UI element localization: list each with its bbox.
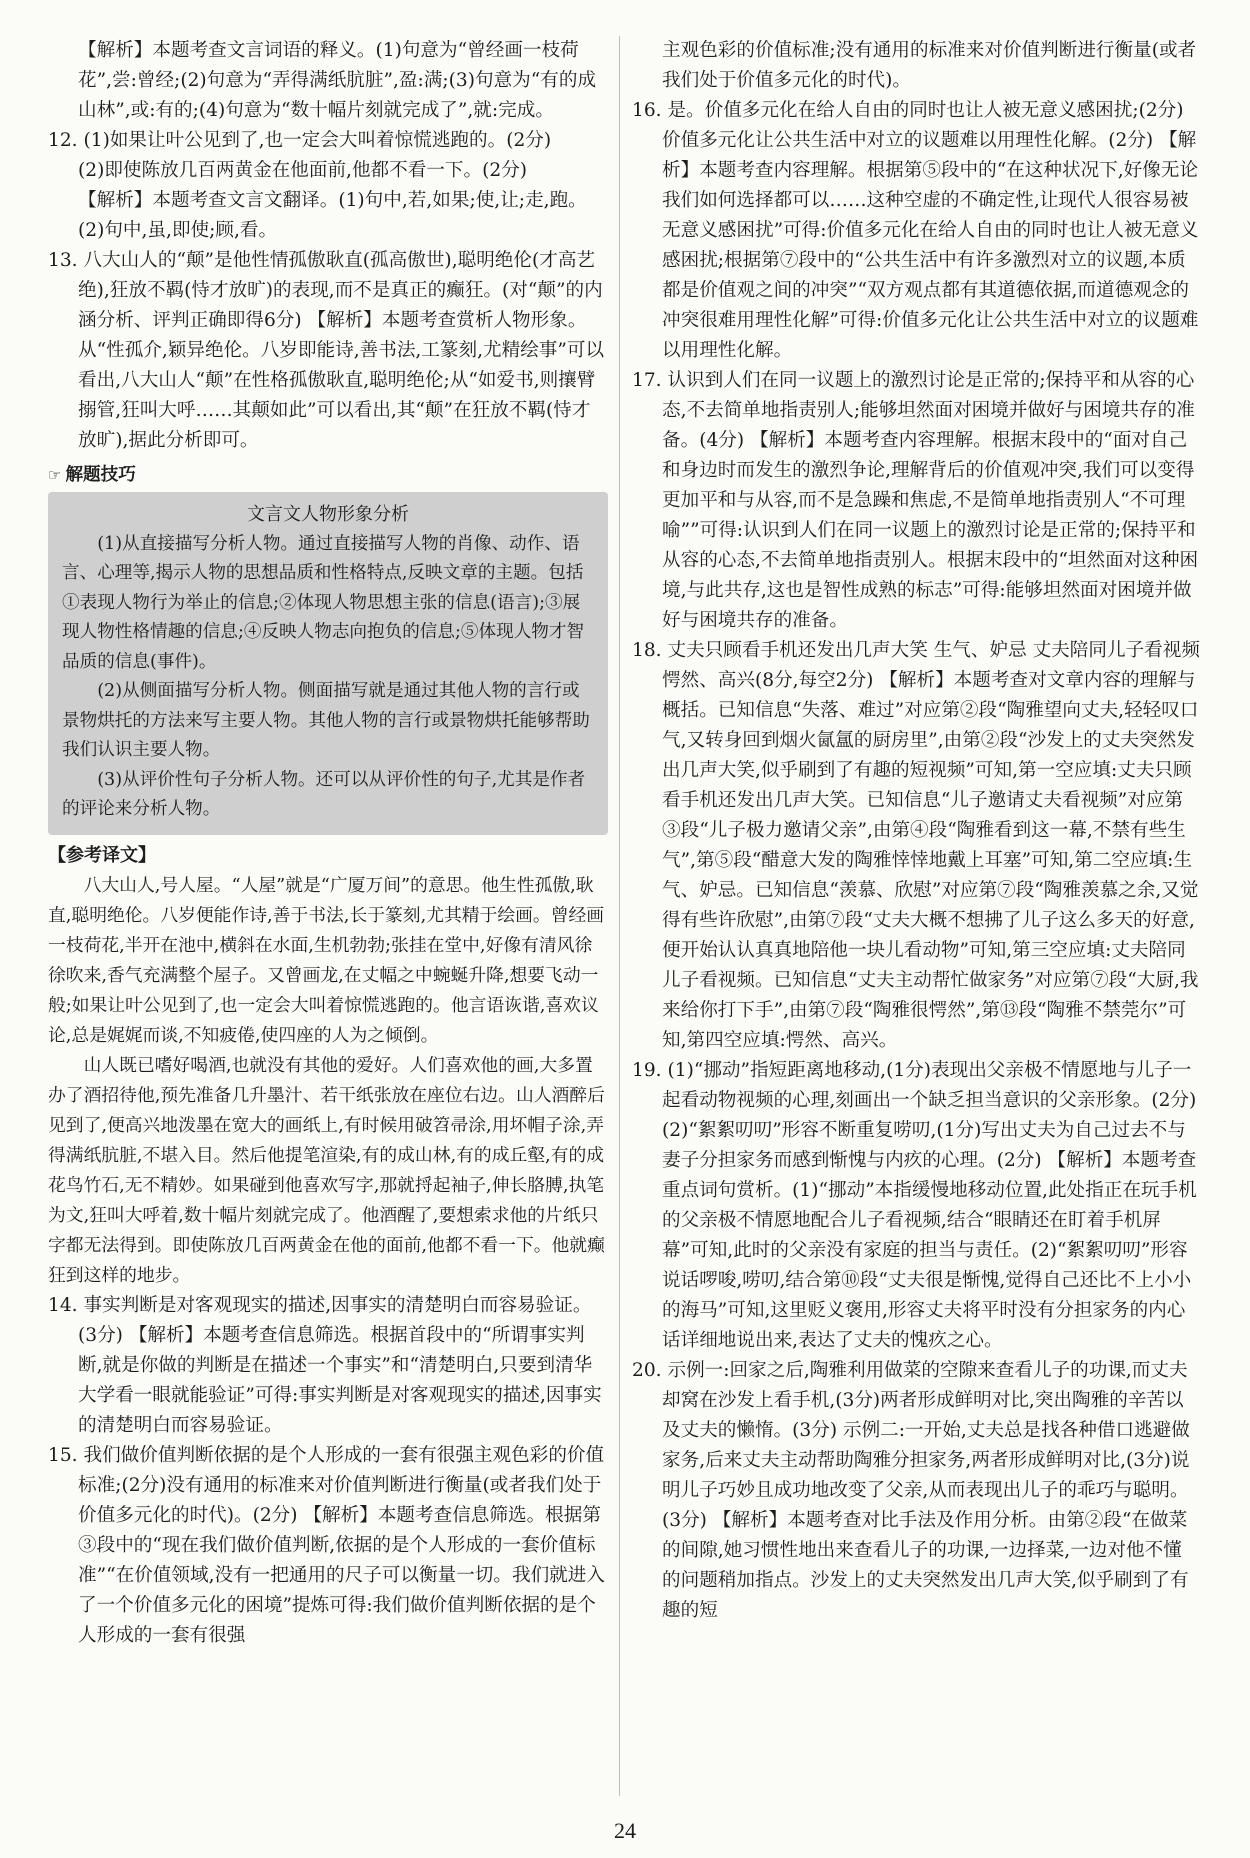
answer-11-analysis: 【解析】本题考查文言词语的释义。(1)句意为“曾经画一枝荷花”,尝:曾经;(2)句意为“弄得满纸肮脏”,盈:满;(3)句意为“有的成山林”,或:有的;(4)句意为“数十幅片刻就完成了”,就:完成。 bbox=[78, 40, 597, 121]
tip-paragraph: (2)从侧面描写分析人物。侧面描写就是通过其他人物的言行或景物烘托的方法来写主要人物。其他人物的言行或景物烘托能够帮助我们认识主要人物。 bbox=[62, 681, 590, 760]
answer-12-part2: (2)即使陈放几百两黄金在他面前,他都不看一下。(2分) bbox=[78, 160, 528, 181]
answer-12-part1: 12. (1)如果让叶公见到了,也一定会大叫着惊慌逃跑的。(2分) bbox=[48, 130, 552, 151]
answer-13: 13. 八大山人的“颠”是他性情孤傲耿直(孤高傲世),聪明绝伦(才高艺绝),狂放不羁(恃才放旷)的表现,而不是真正的癫狂。(对“颠”的内涵分析、评判正确即得6分) 【解析】本题考查赏析人物形象。从“性孤介,颖异绝伦。八岁即能诗,善书法,工篆刻,尤精绘事”可以看出,八大山人“颠”在性格孤傲耿直,聪明绝伦;从“如爱书,则攘臂搦管,狂叫大呼……其颠如此”可以看出,其“颠”在狂放不羁(恃才放旷),据此分析即可。 bbox=[48, 250, 605, 451]
translation-paragraph: 八大山人,号人屋。“人屋”就是“广厦万间”的意思。他生性孤傲,耿直,聪明绝伦。八岁便能作诗,善于书法,长于篆刻,尤其精于绘画。曾经画一枝荷花,半开在池中,横斜在水面,生机勃勃;张挂在堂中,好像有清风徐徐吹来,香气充满整个屋子。又曾画龙,在丈幅之中蜿蜒升降,想要飞动一般;如果让叶公见到了,也一定会大叫着惊慌逃跑的。他言语诙谐,喜欢议论,总是娓娓而谈,不知疲倦,使四座的人为之倾倒。 bbox=[48, 874, 605, 1046]
answer-15: 15. 我们做价值判断依据的是个人形成的一套有很强主观色彩的价值标准;(2分)没有通用的标准来对价值判断进行衡量(或者我们处于价值多元化的时代)。(2分) 【解析】本题考查信息筛选。根据第③段中的“现在我们做价值判断,依据的是个人形成的一套价值标准”“在价值领域,没有一把通用的尺子可以衡量一切。我们就进入了一个价值多元化的困境”提炼可得:我们做价值判断依据的是个人形成的一套有很强 bbox=[48, 1444, 605, 1646]
tip-paragraph: (1)从直接描写分析人物。通过直接描写人物的肖像、动作、语言、心理等,揭示人物的思想品质和性格特点,反映文章的主题。包括①表现人物行为举止的信息;②体现人物思想主张的信息(语言);③展现人物性格情趣的信息;④反映人物志向抱负的信息;⑤体现人物才智品质的信息(事件)。 bbox=[62, 533, 585, 672]
answer-20: 20. 示例一:回家之后,陶雅利用做菜的空隙来查看儿子的功课,而丈夫却窝在沙发上看手机,(3分)两者形成鲜明对比,突出陶雅的辛苦以及丈夫的懒惰。(3分) 示例二:一开始,丈夫总是找各种借口逃避做家务,后来丈夫主动帮助陶雅分担家务,两者形成鲜明对比,(3分)说明儿子巧妙且成功地改变了父亲,从而表现出儿子的乖巧与聪明。(3分) 【解析】本题考查对比手法及作用分析。由第②段“在做菜的间隙,她习惯性地出来查看儿子的功课,一边择菜,一边对他不懂的问题稍加指点。沙发上的丈夫突然发出几声大笑,似乎刷到了有趣的短 bbox=[632, 1360, 1190, 1621]
tip-paragraph: (3)从评价性句子分析人物。还可以从评价性的句子,尤其是作者的评论来分析人物。 bbox=[62, 769, 586, 819]
reference-translation-title: 【参考译文】 bbox=[48, 844, 156, 866]
column-divider bbox=[619, 36, 620, 1796]
tip-title: 文言文人物形象分析 bbox=[247, 504, 409, 525]
answer-14: 14. 事实判断是对客观现实的描述,因事实的清楚明白而容易验证。(3分) 【解析】本题考查信息筛选。根据首段中的“所谓事实判断,就是你做的判断是在描述一个事实”和“清楚明白,只要到清华大学看一眼就能验证”可得:事实判断是对客观现实的描述,因事实的清楚明白而容易验证。 bbox=[48, 1294, 602, 1436]
translation-paragraph: 山人既已嗜好喝酒,也就没有其他的爱好。人们喜欢他的画,大多置办了酒招待他,预先准备几升墨汁、若干纸张放在座位右边。山人酒醉后见到了,便高兴地泼墨在宽大的画纸上,有时候用破笤帚涂,用坏帽子涂,弄得满纸肮脏,不堪入目。然后他提笔渲染,有的成山林,有的成丘壑,有的成花鸟竹石,无不精妙。如果碰到他喜欢写字,那就捋起袖子,伸长胳膊,执笔为文,狂叫大呼着,数十幅片刻就完成了。他酒醒了,要想索求他的片纸只字都无法得到。即使陈放几百两黄金在他的面前,他都不看一下。他就癫狂到这样的地步。 bbox=[48, 1054, 605, 1286]
pointing-hand-icon: ☞ bbox=[48, 466, 62, 484]
right-column bbox=[632, 36, 1200, 1626]
answer-17: 17. 认识到人们在同一议题上的激烈讨论是正常的;保持平和从容的心态,不去简单地指责别人;能够坦然面对困境并做好与困境共存的准备。(4分) 【解析】本题考查内容理解。根据末段中的“面对自己和身边时而发生的激烈争论,理解背后的价值观冲突,我们可以变得更加平和与从容,而不是急躁和焦虑,不是简单地指责别人“不可理喻””可得:认识到人们在同一议题上的激烈讨论是正常的;保持平和从容的心态,不去简单地指责别人。根据末段中的“坦然面对这种困境,与此共存,这也是智性成熟的标志”可得:能够坦然面对困境并做好与困境共存的准备。 bbox=[632, 370, 1199, 631]
answer-16: 16. 是。价值多元化在给人自由的同时也让人被无意义感困扰;(2分)价值多元化让公共生活中对立的议题难以用理性化解。(2分) 【解析】本题考查内容理解。根据第⑤段中的“在这种状况下,好像无论我们如何选择都可以……这种空虚的不确定性,让现代人很容易被无意义感困扰”可得:价值多元化在给人自由的同时也让人被无意义感困扰;根据第⑦段中的“公共生活中有许多激烈对立的议题,本质都是价值观之间的冲突”“双方观点都有其道德依据,而道德观念的冲突很难用理性化解”可得:价值多元化让公共生活中对立的议题难以用理性化解。 bbox=[632, 100, 1199, 361]
answer-15-continued: 主观色彩的价值标准;没有通用的标准来对价值判断进行衡量(或者我们处于价值多元化的时代)。 bbox=[662, 40, 1197, 91]
answer-12-analysis: 【解析】本题考查文言文翻译。(1)句中,若,如果;使,让;走,跑。(2)句中,虽,即使;顾,看。 bbox=[78, 190, 587, 241]
answer-19: 19. (1)“挪动”指短距离地移动,(1分)表现出父亲极不情愿地与儿子一起看动物视频的心理,刻画出一个缺乏担当意识的父亲形象。(2分) (2)“絮絮叨叨”形容不断重复唠叨,(1分)写出丈夫为自己过去不与妻子分担家务而感到惭愧与内疚的心理。(2分) 【解析】本题考查重点词句赏析。(1)“挪动”本指缓慢地移动位置,此处指正在玩手机的父亲极不情愿地配合儿子看视频,结合“眼睛还在盯着手机屏幕”可知,此时的父亲没有家庭的担当与责任。(2)“絮絮叨叨”形容说话啰唆,唠叨,结合第⑩段“丈夫很是惭愧,觉得自己还比不上小小的海马”可知,这里贬义褒用,形容丈夫将平时没有分担家务的内心话详细地说出来,表达了丈夫的愧疚之心。 bbox=[632, 1060, 1197, 1351]
answer-18: 18. 丈夫只顾看手机还发出几声大笑 生气、妒忌 丈夫陪同儿子看视频 愕然、高兴(8分,每空2分) 【解析】本题考查对文章内容的理解与概括。已知信息“失落、难过”对应第②段“陶雅望向丈夫,轻轻叹口气,又转身回到烟火氤氲的厨房里”,由第②段“沙发上的丈夫突然发出几声大笑,似乎刷到了有趣的短视频”可知,第一空应填:丈夫只顾看手机还发出几声大笑。已知信息“儿子邀请丈夫看视频”对应第③段“儿子极力邀请父亲”,由第④段“陶雅看到这一幕,不禁有些生气”,第⑤段“醋意大发的陶雅悻悻地戴上耳塞”可知,第二空应填:生气、妒忌。已知信息“羡慕、欣慰”对应第⑦段“陶雅羡慕之余,又觉得有些许欣慰”,由第⑦段“丈夫大概不想拂了儿子这么多天的好意,便开始认认真真地陪他一块儿看动物”可知,第三空应填:丈夫陪同儿子看视频。已知信息“丈夫主动帮忙做家务”对应第⑦段“大厨,我来给你打下手”,由第⑦段“陶雅很愕然”,第⑬段“陶雅不禁莞尔”可知,第四空应填:愕然、高兴。 bbox=[632, 640, 1200, 1051]
tip-box bbox=[48, 492, 608, 835]
left-column bbox=[48, 36, 608, 1651]
reference-translation bbox=[48, 871, 608, 1291]
tip-label: ☞ 解题技巧 bbox=[48, 460, 608, 490]
page-number: 24 bbox=[614, 1818, 636, 1843]
